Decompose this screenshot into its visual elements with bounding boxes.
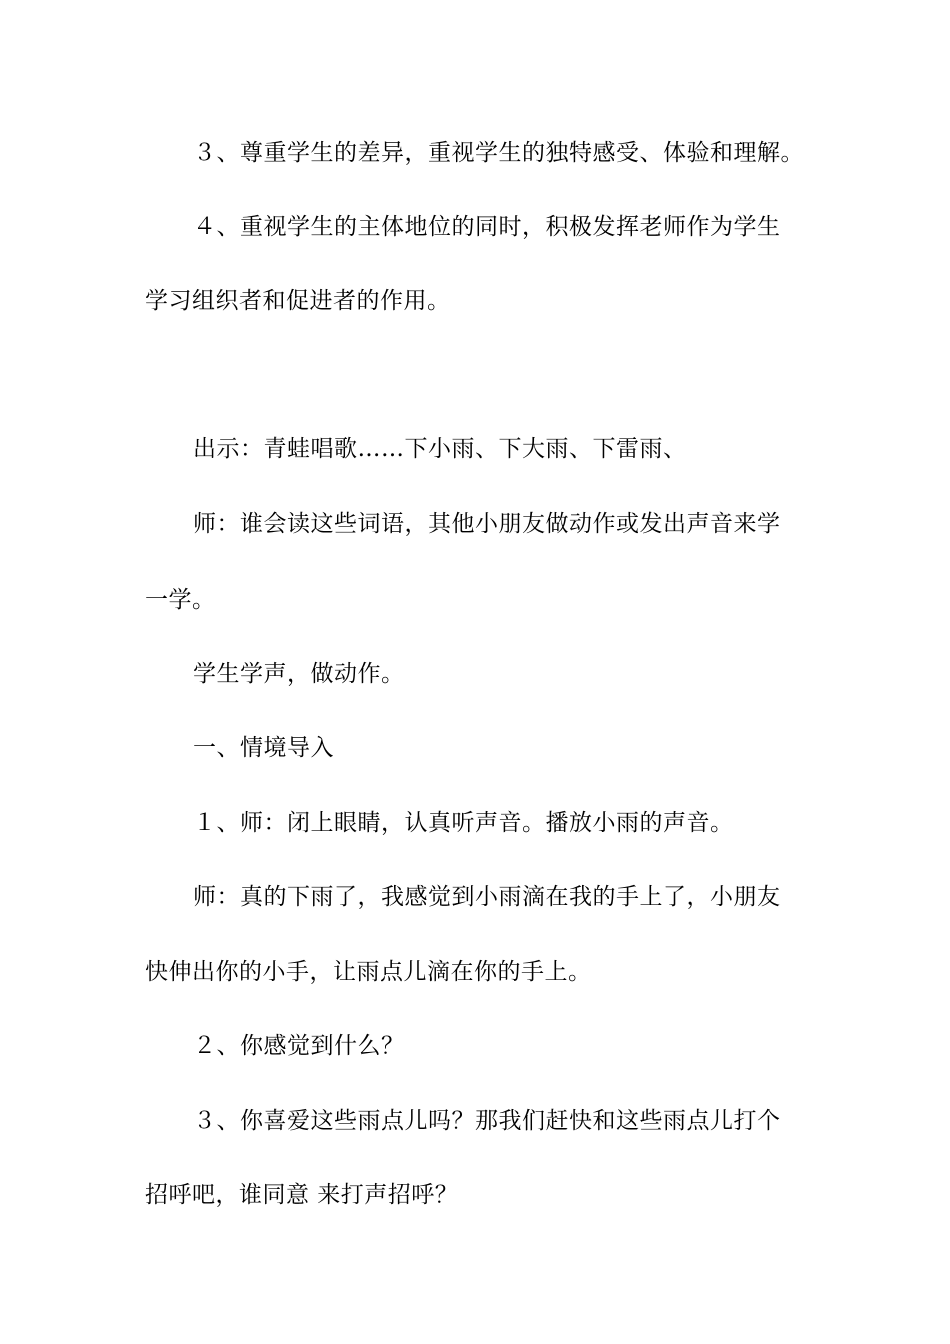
paragraph-line: 师：谁会读这些词语，其他小朋友做动作或发出声音来学 — [193, 511, 781, 537]
section-heading: 一、情境导入 — [193, 735, 334, 761]
paragraph-line: ４、重视学生的主体地位的同时，积极发挥老师作为学生 — [193, 214, 781, 240]
paragraph-line: 学习组织者和促进者的作用。 — [145, 288, 451, 314]
paragraph-line: 出示：青蛙唱歌……下小雨、下大雨、下雷雨、 — [193, 436, 687, 462]
paragraph-line: ３、尊重学生的差异，重视学生的独特感受、体验和理解。 — [193, 140, 804, 166]
paragraph-line: 师：真的下雨了，我感觉到小雨滴在我的手上了，小朋友 — [193, 884, 781, 910]
paragraph-line: 一学。 — [145, 587, 216, 613]
paragraph-line: １、师：闭上眼睛，认真听声音。播放小雨的声音。 — [193, 810, 734, 836]
paragraph-line: 快伸出你的小手，让雨点儿滴在你的手上。 — [145, 959, 592, 985]
paragraph-line: ２、你感觉到什么？ — [193, 1033, 405, 1059]
paragraph-line: ３、你喜爱这些雨点儿吗？那我们赶快和这些雨点儿打个 — [193, 1108, 781, 1134]
paragraph-line: 学生学声，做动作。 — [193, 661, 405, 687]
paragraph-line: 招呼吧，谁同意 来打声招呼？ — [145, 1182, 459, 1208]
